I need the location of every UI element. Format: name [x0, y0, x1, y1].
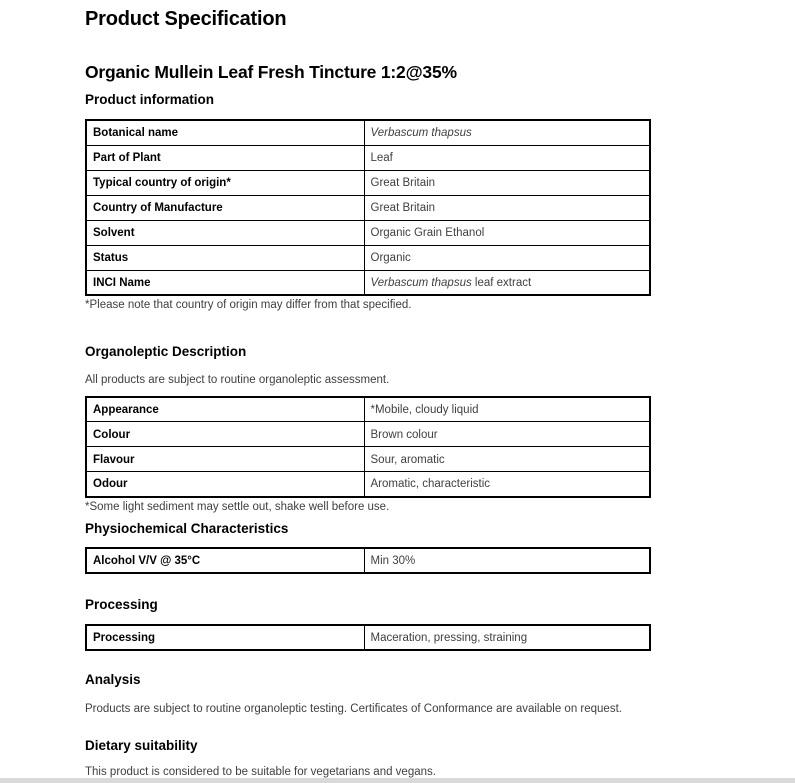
row-label: Processing [86, 625, 364, 650]
row-value-segment: Aromatic, characteristic [370, 478, 491, 491]
processing-table [85, 624, 651, 651]
row-label: Botanical name [86, 120, 364, 145]
row-value [364, 170, 650, 195]
page-edge-bar [0, 778, 795, 783]
row-value [364, 397, 650, 422]
sediment-footnote: *Some light sediment may settle out, shake well before use. [85, 500, 390, 513]
row-label: Flavour [86, 447, 364, 472]
row-value [364, 120, 650, 145]
table-row [86, 170, 650, 195]
row-value-italic-segment: Verbascum thapsus [370, 276, 472, 289]
row-label: Status [86, 245, 364, 270]
section-heading-analysis: Analysis [85, 672, 141, 688]
section-heading-physiochemical-characteristics: Physiochemical Characteristics [85, 520, 289, 536]
dietary-body-text: This product is considered to be suitable for vegetarians and vegans. [85, 766, 436, 779]
row-label: Solvent [86, 220, 364, 245]
origin-footnote: *Please note that country of origin may differ from that specified. [85, 299, 412, 312]
table-row [86, 120, 650, 145]
table-row [86, 195, 650, 220]
row-value-segment: Great Britain [370, 176, 436, 189]
section-heading-organoleptic-description: Organoleptic Description [85, 343, 247, 359]
table-row [86, 397, 650, 422]
row-value [364, 220, 650, 245]
row-value-segment: Great Britain [370, 201, 436, 214]
row-value-segment: Organic [370, 251, 411, 264]
row-value-segment: leaf extract [471, 276, 532, 289]
organoleptic-intro-text: All products are subject to routine organoleptic assessment. [85, 374, 390, 387]
row-value [364, 548, 650, 573]
row-label: INCI Name [86, 270, 364, 295]
row-value [364, 145, 650, 170]
table-row [86, 270, 650, 295]
row-label: Colour [86, 422, 364, 447]
row-label: Alcohol V/V @ 35°C [86, 548, 364, 573]
table-row [86, 472, 650, 497]
table-row [86, 447, 650, 472]
row-value-segment: Maceration, pressing, straining [370, 631, 528, 644]
row-value-segment: Brown colour [370, 428, 438, 441]
product-title: Organic Mullein Leaf Fresh Tincture 1:2@35% [85, 62, 457, 82]
page-title: Product Specification [85, 8, 287, 30]
table-row [86, 245, 650, 270]
table-row [86, 625, 650, 650]
table-row [86, 145, 650, 170]
row-value [364, 472, 650, 497]
row-label: Part of Plant [86, 145, 364, 170]
row-label: Odour [86, 472, 364, 497]
physiochemical-characteristics-table [85, 547, 651, 574]
analysis-body-text: Products are subject to routine organoleptic testing. Certificates of Conformance are available on request. [85, 703, 622, 716]
section-heading-processing: Processing [85, 596, 158, 612]
row-value [364, 625, 650, 650]
document-page [0, 6, 795, 783]
row-label: Country of Manufacture [86, 195, 364, 220]
row-value-segment: Organic Grain Ethanol [370, 226, 485, 239]
row-label: Appearance [86, 397, 364, 422]
organoleptic-description-table [85, 396, 651, 498]
table-row [86, 422, 650, 447]
row-value [364, 447, 650, 472]
row-value-italic-segment: Verbascum thapsus [370, 127, 472, 140]
row-label: Typical country of origin* [86, 170, 364, 195]
table-row [86, 220, 650, 245]
row-value [364, 422, 650, 447]
row-value-segment: *Mobile, cloudy liquid [370, 403, 479, 416]
section-heading-dietary-suitability: Dietary suitability [85, 738, 198, 754]
row-value-segment: Leaf [370, 151, 393, 164]
row-value-segment: Min 30% [370, 554, 416, 567]
product-information-table [85, 119, 651, 296]
row-value [364, 270, 650, 295]
table-row [86, 548, 650, 573]
section-heading-product-information: Product information [85, 91, 214, 107]
row-value-segment: Sour, aromatic [370, 453, 445, 466]
row-value [364, 195, 650, 220]
row-value [364, 245, 650, 270]
